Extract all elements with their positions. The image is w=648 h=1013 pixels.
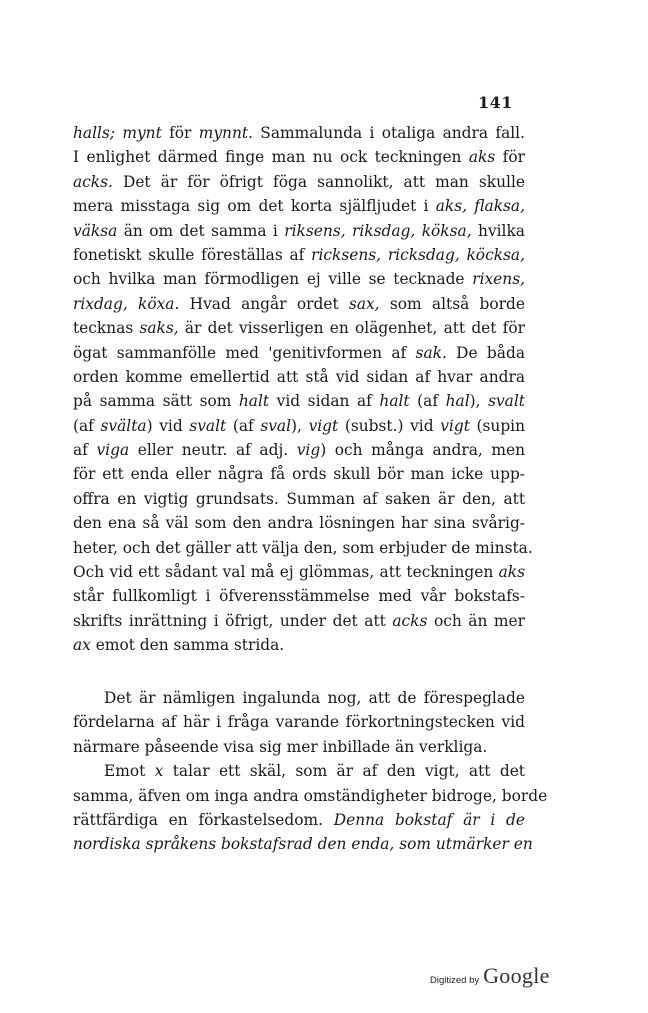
text-line [73, 365, 525, 389]
italic-text: nordiska språkens bokstafsrad den enda, som utmärker en [73, 835, 533, 854]
text-run: samma, äfven om inga andra omständigheter bidroge, borde [73, 786, 548, 805]
text-line [73, 219, 525, 243]
text-run: fonetiskt skulle föreställas af [73, 245, 312, 264]
italic-text: riksens, riksdag, köksa, [284, 221, 472, 240]
text-line [73, 536, 533, 560]
italic-text: halt [379, 392, 410, 411]
italic-text: hal [445, 392, 470, 411]
text-run: orden komme emellertid att stå vid sidan af hvar andra [73, 367, 525, 386]
text-line [73, 511, 525, 535]
text-run: för [495, 148, 526, 167]
text-run: för ett enda eller några få ords skull bör man icke upp- [73, 465, 525, 484]
text-line [73, 145, 525, 169]
text-run: för [161, 124, 199, 142]
italic-text: sval [260, 416, 292, 435]
text-run: (supin [469, 416, 526, 435]
italic-text: sax, [348, 294, 380, 313]
text-run: (af [73, 416, 101, 435]
text-line [73, 633, 525, 657]
text-run: står fullkomligt i öfverensstämmelse med vår bokstafs- [73, 587, 525, 606]
text-line [73, 686, 525, 710]
text-run: Hvad angår ordet [179, 294, 349, 313]
text-line [73, 584, 525, 608]
italic-text: mynnt. [198, 124, 253, 142]
italic-text: viga [96, 441, 130, 460]
text-run: De båda [446, 343, 525, 362]
text-line [73, 341, 525, 365]
text-run: rättfärdiga en förkastelsedom. [73, 810, 334, 829]
text-run: och hvilka man förmodligen ej ville se tecknade [73, 270, 473, 289]
text-run: skrifts inrättning i öfrigt, under det att [73, 611, 393, 630]
italic-text: mynt [122, 124, 162, 142]
italic-text: vigt [308, 416, 339, 435]
text-line [73, 735, 525, 759]
text-run: (subst.) vid [338, 416, 441, 435]
text-run: tecknas [73, 319, 140, 338]
italic-text: Denna bokstaf är i de [333, 810, 525, 829]
italic-text: svalt [488, 392, 525, 411]
text-line [73, 316, 525, 340]
text-run: är det visserligen en olägenhet, att det för [178, 319, 526, 338]
text-run: eller neutr. af adj. [129, 441, 297, 460]
text-run: fördelarna af här i fråga varande förkortningstecken vid [73, 713, 525, 732]
text-run: ögat sammanfölle med 'genitivformen af [73, 343, 416, 362]
text-run: mera misstaga sig om det korta själfljudet i [73, 197, 436, 216]
text-run: och än mer [427, 611, 525, 630]
paragraph-1 [73, 121, 533, 658]
text-run: Det är för öfrigt föga sannolikt, att man skulle [112, 172, 525, 191]
italic-text: saks, [139, 319, 179, 338]
text-line [73, 292, 525, 316]
text-run: talar ett skäl, som är af den vigt, att det [163, 762, 525, 781]
text-run: på samma sätt som [73, 392, 239, 411]
text-line [73, 414, 525, 438]
text-run: än om det samma i [117, 221, 285, 240]
text-line [73, 462, 525, 486]
italic-text: acks [392, 611, 428, 630]
text-run: (af [409, 392, 446, 411]
text-line [73, 243, 525, 267]
italic-text: väksa [73, 221, 118, 240]
text-line [73, 808, 525, 832]
italic-text: rixdag, köxa. [73, 294, 180, 313]
italic-text: aks, flaksa, [435, 197, 525, 216]
text-line [73, 609, 525, 633]
text-run: Sammalunda i otaliga andra fall. [252, 124, 525, 142]
text-run: Emot [104, 762, 155, 781]
google-logo: Google [483, 963, 550, 988]
text-run: den ena så väl som den andra lösningen har sina svårig- [73, 514, 525, 533]
text-line [73, 487, 525, 511]
italic-text: aks [498, 563, 525, 582]
italic-text: x [154, 762, 164, 781]
text-run: vid sidan af [269, 392, 380, 411]
text-line [73, 784, 548, 808]
text-run: hvilka [471, 221, 525, 240]
paragraph-2 [73, 686, 548, 857]
digitized-by-google-watermark [430, 963, 550, 989]
text-run: ) och många andra, men [320, 441, 526, 460]
text-line [73, 560, 525, 584]
text-run: närmare påseende visa sig mer inbillade än verkliga. [73, 737, 488, 756]
italic-text: acks. [73, 172, 113, 191]
text-line [73, 170, 525, 194]
text-line [73, 267, 525, 291]
italic-text: halt [238, 392, 270, 411]
italic-text: vig [296, 441, 321, 460]
italic-text: ricksens, ricksdag, köcksa, [311, 245, 525, 264]
text-line [73, 389, 525, 413]
italic-text: svälta [100, 416, 147, 435]
text-run: offra en vigtig grundsats. Summan af saken är den, att [73, 489, 525, 508]
text-run: ), [291, 416, 309, 435]
text-run: heter, och det gäller att välja den, som erbjuder de minsta. [73, 538, 533, 557]
italic-text: ax [73, 636, 91, 655]
text-line [73, 710, 525, 734]
digitized-by-label: Digitized by [430, 975, 480, 986]
italic-text: rixens, [472, 270, 525, 289]
text-run: af [73, 441, 97, 460]
text-line [73, 121, 525, 145]
text-run: som altså borde [379, 294, 525, 313]
italic-text: vigt [440, 416, 470, 435]
page-number: 141 [478, 93, 513, 112]
text-line [73, 759, 525, 783]
italic-text: sak. [415, 343, 447, 362]
text-run: emot den samma strida. [90, 636, 285, 655]
text-run: Och vid ett sådant val må ej glömmas, att teckningen [73, 563, 499, 582]
text-line [73, 438, 525, 462]
italic-text: aks [468, 148, 496, 167]
text-run: Det är nämligen ingalunda nog, att de förespeglade [104, 689, 525, 707]
text-run: ), [469, 392, 489, 411]
italic-text: svalt [189, 416, 227, 435]
text-line [73, 832, 533, 856]
italic-text: halls; [73, 124, 116, 142]
text-run: ) vid [146, 416, 190, 435]
text-line [73, 194, 525, 218]
text-run: I enlighet därmed finge man nu ock teckningen [73, 148, 469, 167]
text-run: (af [226, 416, 261, 435]
